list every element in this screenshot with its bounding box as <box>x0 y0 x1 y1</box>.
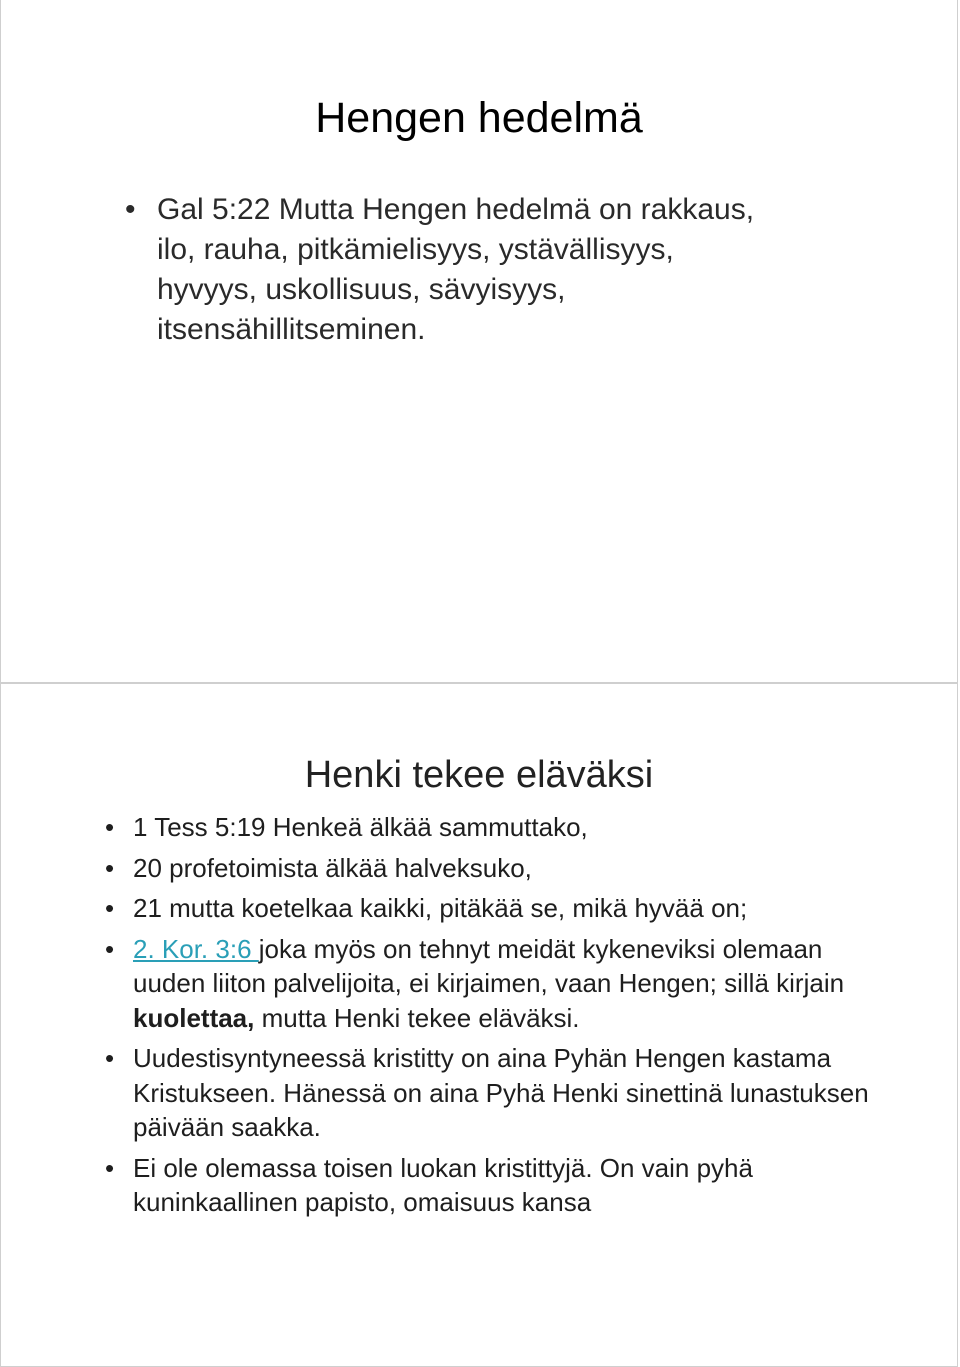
bullet-text: joka myös on tehnyt meidät kykeneviksi olemaan uuden liiton palvelijoita, ei kirjaimen, vaan Hengen; sillä kirjain <box>133 933 845 998</box>
bullet-icon: • <box>105 812 115 842</box>
bullet-text: 1 Tess 5:19 Henkeä älkää sammuttako, <box>133 812 588 842</box>
bullet-text: Ei ole olemassa toisen luokan kristittyjä. On vain pyhä kuninkaallinen papisto, omaisuus kansa <box>133 1152 753 1217</box>
list-item <box>105 1151 893 1220</box>
bullet-icon: • <box>105 1152 115 1183</box>
list-item <box>105 891 893 926</box>
slide-2-title: Henki tekee eläväksi <box>304 754 654 796</box>
bold-emphasis: kuolettaa, <box>133 1002 255 1033</box>
list-item <box>105 851 893 886</box>
bullet-text: Uudestisyntyneessä kristitty on aina Pyhän Hengen kastama Kristukseen. Hänessä on aina Pyhä Henki sinettinä lunastuksen päivään saakka. <box>133 1043 869 1142</box>
slide-2 <box>0 683 958 1367</box>
bullet-text: Gal 5:22 Mutta Hengen hedelmä on rakkaus, ilo, rauha, pitkämielisyys, ystävällisyys, hyvyys, uskollisuus, sävyisyys, itsensähillitseminen. <box>157 193 755 346</box>
slide-1-title: Hengen hedelmä <box>315 94 643 142</box>
bullet-text: 21 mutta koetelkaa kaikki, pitäkää se, mikä hyvää on; <box>133 893 748 923</box>
list-item <box>105 932 893 1036</box>
bullet-text-tail: mutta Henki tekee eläväksi. <box>254 1002 580 1033</box>
bullet-icon: • <box>125 193 136 226</box>
bullet-icon: • <box>105 933 115 964</box>
slide-2-bullet-list <box>105 810 893 1226</box>
list-item <box>105 1041 893 1145</box>
scripture-reference-link[interactable]: 2. Kor. 3:6 <box>133 933 259 964</box>
list-item <box>105 810 893 845</box>
bullet-text: 20 profetoimista älkää halveksuko, <box>133 852 532 883</box>
slide-1 <box>0 0 958 683</box>
list-item <box>125 190 757 350</box>
slide-1-bullet-list <box>125 190 757 350</box>
bullet-icon: • <box>105 1043 115 1073</box>
bullet-icon: • <box>105 852 115 883</box>
bullet-icon: • <box>105 893 115 923</box>
